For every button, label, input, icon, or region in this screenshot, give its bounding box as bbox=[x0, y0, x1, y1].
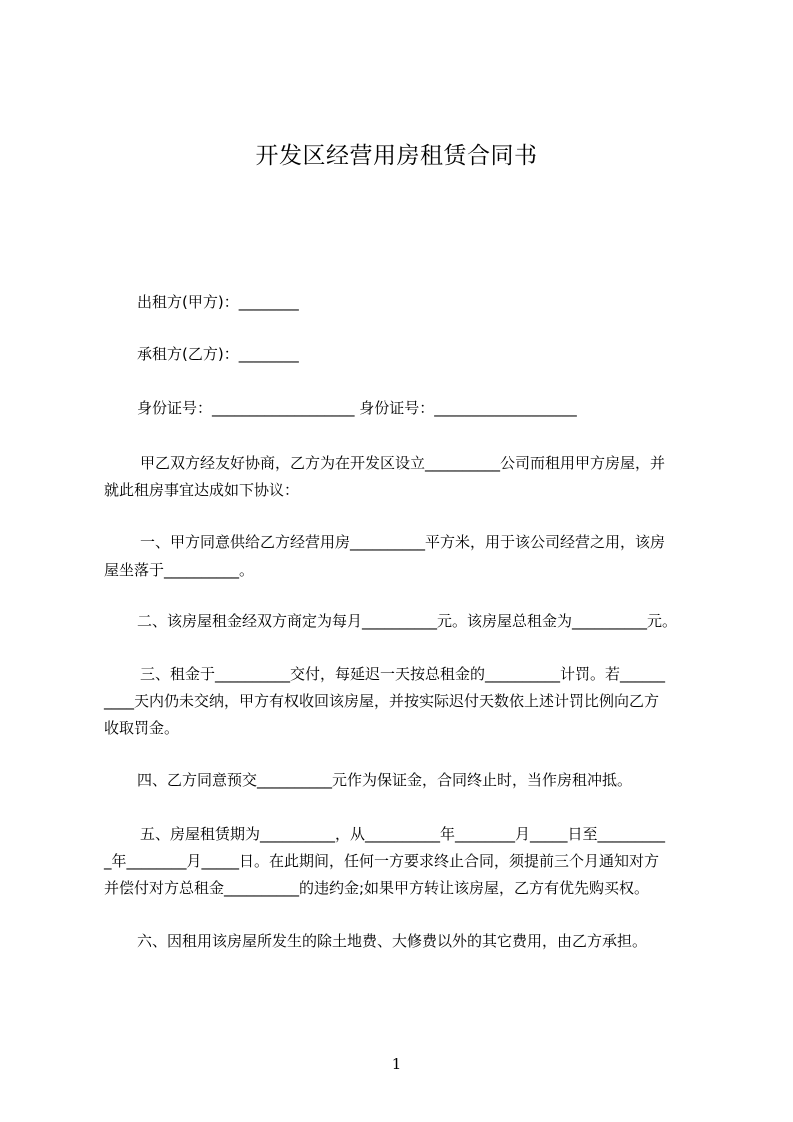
id-number-line: 身份证号：___________________ 身份证号：___________________ bbox=[137, 399, 577, 417]
document-title: 开发区经营用房租赁合同书 bbox=[255, 143, 538, 169]
preamble-line: 甲乙双方经友好协商，乙方为在开发区设立__________公司而租用甲方房屋，并 bbox=[140, 454, 666, 472]
clause-line: 收取罚金。 bbox=[104, 719, 180, 737]
clause-line: 一、甲方同意供给乙方经营用房__________平方米，用于该公司经营之用，该房 bbox=[140, 533, 666, 551]
preamble-line: 就此租房事宜达成如下协议： bbox=[104, 481, 300, 499]
clause-line: 四、乙方同意预交__________元作为保证金，合同终止时，当作房租冲抵。 bbox=[137, 771, 633, 789]
clause-line: 五、房屋租赁期为__________，从__________年________月_____日至_________ bbox=[140, 825, 666, 843]
clause-line: 三、租金于__________交付，每延迟一天按总租金的__________计罚。若______ bbox=[140, 665, 666, 683]
clause-line: ____天内仍未交纳，甲方有权收回该房屋，并按实际迟付天数依上述计罚比例向乙方 bbox=[104, 692, 660, 710]
clause-line: 并偿付对方总租金__________的违约金;如果甲方转让该房屋，乙方有优先购买权。 bbox=[104, 879, 650, 897]
clause-line: 六、因租用该房屋所发生的除土地费、大修费以外的其它费用，由乙方承担。 bbox=[137, 932, 648, 950]
clause-line: 屋坐落于__________。 bbox=[104, 561, 255, 579]
party-a-line: 出租方(甲方)：________ bbox=[137, 293, 299, 311]
clause-line: _年________月_____日。在此期间，任何一方要求终止合同，须提前三个月通知对方 bbox=[104, 852, 660, 870]
page-number: 1 bbox=[391, 1055, 402, 1073]
clause-line: 二、该房屋租金经双方商定为每月__________元。该房屋总租金为__________元。 bbox=[137, 612, 678, 630]
party-b-line: 承租方(乙方)：________ bbox=[137, 345, 299, 363]
